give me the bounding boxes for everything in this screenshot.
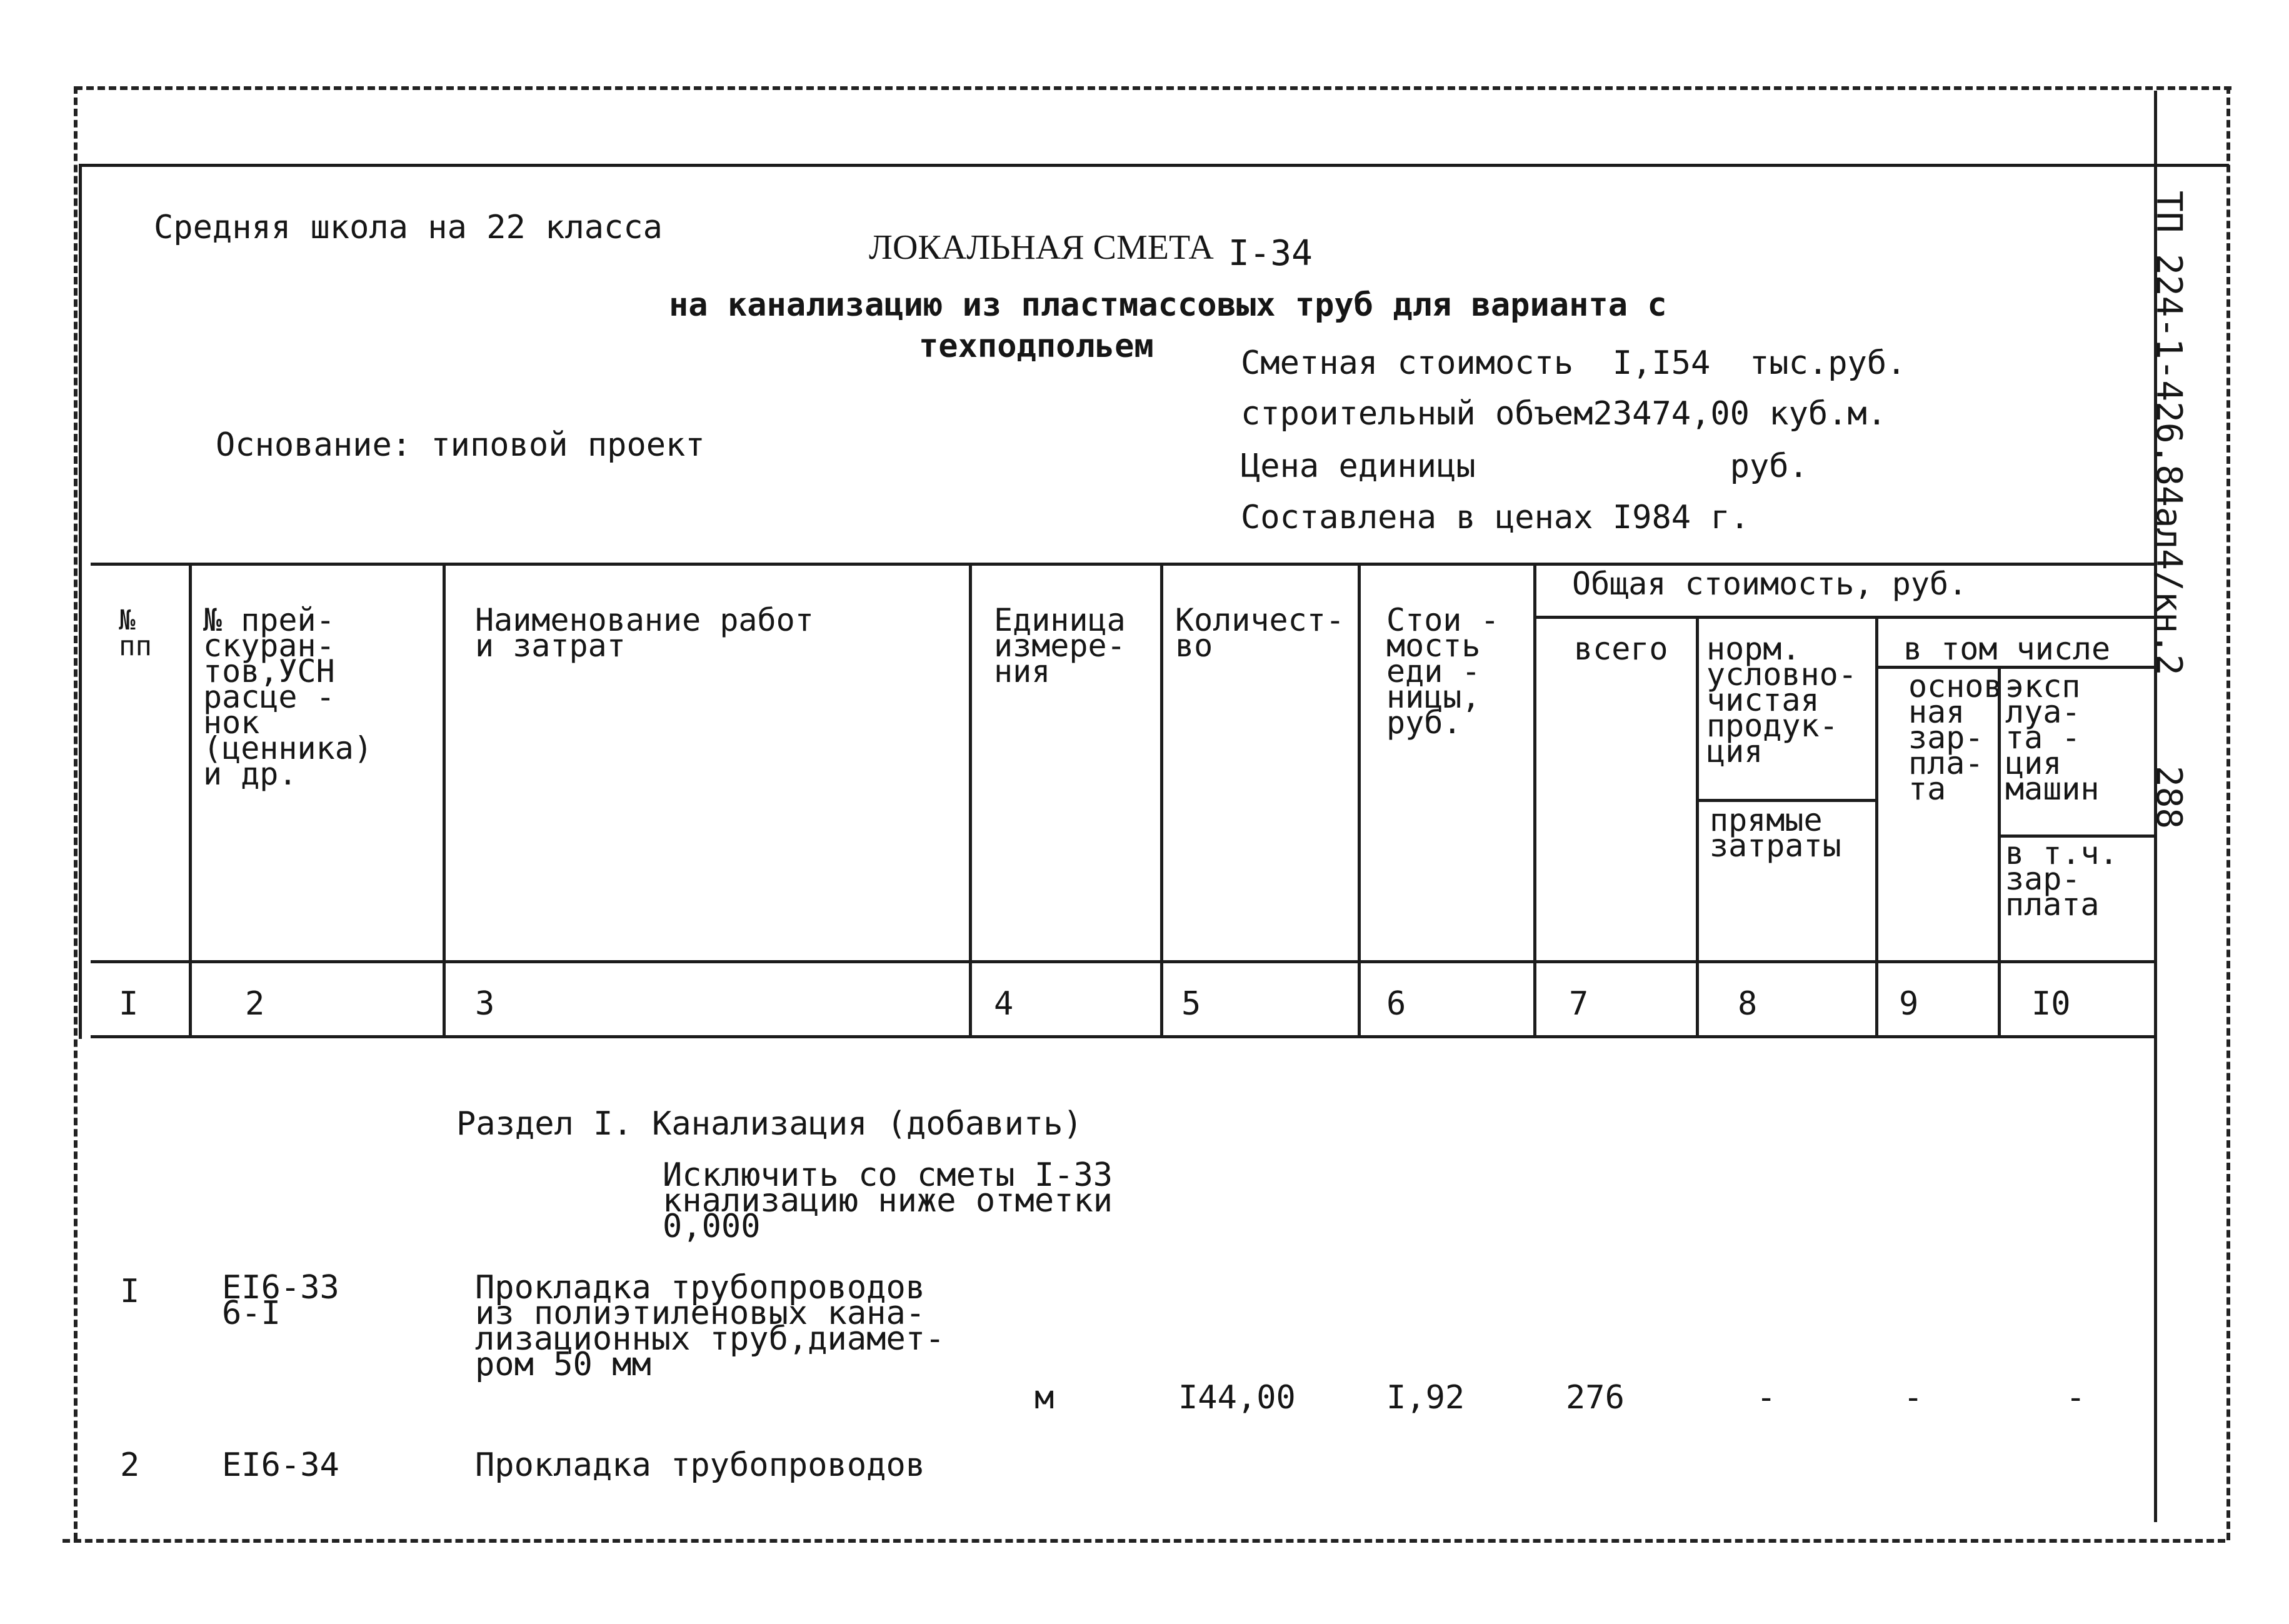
page-number: 288 xyxy=(2148,766,2189,830)
col-header-total: всего xyxy=(1574,631,1668,667)
doc-title: ЛОКАЛЬНАЯ СМЕТА xyxy=(869,228,1214,267)
section-note: Исключить со сметы I-33 кнализацию ниже отметки 0,000 xyxy=(663,1156,1113,1245)
row-1-total: 276 xyxy=(1566,1379,1625,1416)
row-1-price: I,92 xyxy=(1386,1379,1465,1416)
col-number-10: I0 xyxy=(2031,985,2071,1023)
col-number-1: I xyxy=(119,985,139,1023)
table-head-bottom-line xyxy=(91,960,2154,963)
object-name: Средняя школа на 22 класса xyxy=(154,209,663,246)
col-number-8: 8 xyxy=(1738,985,1758,1023)
col-divider-5 xyxy=(1358,564,1361,1036)
inner-left-line xyxy=(79,164,82,1039)
col-header-price: Стои - мость еди - ницы, руб. xyxy=(1386,602,1500,741)
col-divider-8 xyxy=(1875,618,1878,1036)
col-number-4: 4 xyxy=(994,985,1014,1023)
col-header-incl: в том числе xyxy=(1903,631,2111,667)
col-header-wages: основ- ная зар- пла- та xyxy=(1908,668,2021,807)
col-header-code: № прей- скуран- тов,УСН расце - нок (ценника) и др. xyxy=(203,602,373,792)
col-header-unit: Единица измере- ния xyxy=(994,602,1126,689)
col-header-machines: эксп луа- та - ция машин xyxy=(2005,668,2100,807)
total-group-line xyxy=(1533,616,2154,619)
row-2-num: 2 xyxy=(120,1446,140,1484)
doc-subtitle-line-1: на канализацию из пластмассовых труб для варианта с xyxy=(669,286,1667,324)
col-header-name: Наименование работ и затрат xyxy=(475,602,814,664)
col-header-norm: норм. условно- чистая продук- ция xyxy=(1706,631,1857,769)
col-number-6: 6 xyxy=(1386,985,1406,1023)
unit-price: Цена единицы руб. xyxy=(1241,448,1808,485)
frame-left xyxy=(74,86,78,1540)
col-divider-3 xyxy=(969,564,972,1036)
col-divider-2 xyxy=(443,564,446,1036)
basis: Основание: типовой проект xyxy=(216,426,705,464)
col-divider-4 xyxy=(1160,564,1163,1036)
row-2-name: Прокладка трубопроводов xyxy=(475,1446,926,1484)
frame-bottom xyxy=(63,1539,2225,1543)
frame-top xyxy=(75,86,2231,90)
doc-subtitle-line-2: техподпольем xyxy=(919,328,1154,365)
doc-number: I-34 xyxy=(1228,233,1313,274)
row-1-code: EI6-33 6-I xyxy=(222,1269,339,1332)
row-1-wages: - xyxy=(1903,1379,1923,1416)
col-header-machine-wages: в т.ч. зар- плата xyxy=(2005,835,2118,923)
row-1-norm: - xyxy=(1756,1379,1776,1416)
col-number-5: 5 xyxy=(1181,985,1201,1023)
col-divider-7 xyxy=(1696,618,1699,1036)
row-1-name: Прокладка трубопроводов из полиэтиленовых кана- лизационных труб,диамет- ром 50 мм xyxy=(475,1269,945,1383)
prices-year: Составлена в ценах I984 г. xyxy=(1241,499,1750,536)
section-title: Раздел I. Канализация (добавить) xyxy=(456,1105,1083,1143)
side-code: ТП 224-1-426.84ал4/кн.2 xyxy=(2148,191,2189,676)
col-number-7: 7 xyxy=(1569,985,1589,1023)
table-numbers-bottom-line xyxy=(91,1035,2154,1038)
row-1-unit: м xyxy=(1034,1379,1054,1416)
col-header-direct: прямые затраты xyxy=(1710,802,1841,864)
inner-top-line xyxy=(79,164,2229,167)
col-divider-1 xyxy=(189,564,192,1036)
row-1-num: I xyxy=(120,1273,140,1310)
frame-right xyxy=(2226,86,2230,1540)
row-1-qty: I44,00 xyxy=(1178,1379,1296,1416)
col-number-3: 3 xyxy=(475,985,495,1023)
row-2-code: EI6-34 xyxy=(222,1446,339,1484)
row-1-machines: - xyxy=(2066,1379,2086,1416)
building-volume: строительный объем23474,00 куб.м. xyxy=(1241,395,1887,433)
col-number-9: 9 xyxy=(1899,985,1919,1023)
col-divider-6 xyxy=(1533,564,1536,1036)
col-header-total-group: Общая стоимость, руб. xyxy=(1572,566,1968,602)
col-header-num: № пп xyxy=(119,604,152,662)
estimated-cost: Сметная стоимость I,I54 тыс.руб. xyxy=(1241,344,1906,382)
col-number-2: 2 xyxy=(245,985,265,1023)
col-header-qty: Количест- во xyxy=(1175,602,1345,664)
